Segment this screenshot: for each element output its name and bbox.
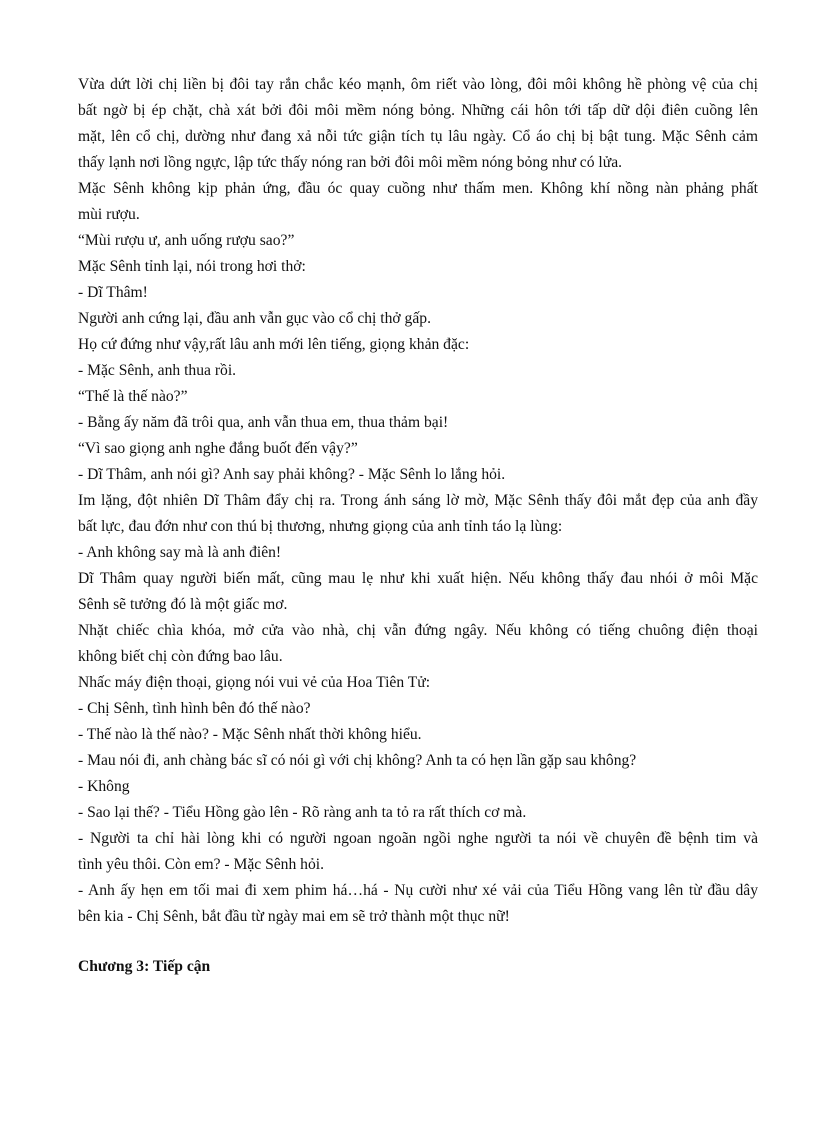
paragraph [78, 800, 758, 826]
text-line: “Thế là thế nào?” [78, 388, 188, 405]
paragraph [78, 488, 758, 540]
paragraph [78, 436, 758, 462]
text-line: Nhấc máy điện thoại, giọng nói vui vẻ của Hoa Tiên Tử: [78, 674, 431, 691]
paragraph [78, 540, 758, 566]
text-line: Dĩ Thâm quay người biến mất, cũng mau lẹ như khi xuất hiện. Nếu không thấy đau nhói ở môi Mặc [78, 570, 758, 587]
text-line: mùi rượu. [78, 206, 140, 223]
text-line: - Dĩ Thâm! [78, 284, 148, 301]
paragraph [78, 774, 758, 800]
text-line: - Anh không say mà là anh điên! [78, 544, 282, 561]
paragraph [78, 878, 758, 930]
text-line: Họ cứ đứng như vậy,rất lâu anh mới lên tiếng, giọng khản đặc: [78, 336, 470, 353]
text-line: bất lực, đau đớn như con thú bị thương, nhưng giọng của anh tỉnh táo lạ lùng: [78, 518, 563, 535]
text-line: Im lặng, đột nhiên Dĩ Thâm đẩy chị ra. Trong ánh sáng lờ mờ, Mặc Sênh thấy đôi mắt đẹp của anh đầy [78, 492, 758, 509]
text-line: “Mùi rượu ư, anh uống rượu sao?” [78, 232, 295, 249]
paragraph [78, 384, 758, 410]
paragraph [78, 228, 758, 254]
text-line: tình yêu thôi. Còn em? - Mặc Sênh hỏi. [78, 856, 324, 873]
text-line: - Anh ấy hẹn em tối mai đi xem phim há…há - Nụ cười như xé vải của Tiểu Hồng vang lên từ đầu dây [78, 882, 758, 899]
text-line: - Mau nói đi, anh chàng bác sĩ có nói gì với chị không? Anh ta có hẹn lần gặp sau không? [78, 752, 637, 769]
paragraph [78, 722, 758, 748]
text-line: “Vì sao giọng anh nghe đắng buốt đến vậy?” [78, 440, 358, 457]
text-line: Mặc Sênh không kịp phản ứng, đầu óc quay cuồng như thấm men. Không khí nồng nàn phảng phất [78, 180, 758, 197]
paragraph [78, 306, 758, 332]
text-line: - Sao lại thế? - Tiểu Hồng gào lên - Rõ ràng anh ta tỏ ra rất thích cơ mà. [78, 804, 527, 821]
text-line: - Dĩ Thâm, anh nói gì? Anh say phải không? - Mặc Sênh lo lắng hỏi. [78, 466, 506, 483]
text-line: - Bằng ấy năm đã trôi qua, anh vẫn thua em, thua thảm bại! [78, 414, 449, 431]
paragraph [78, 176, 758, 228]
paragraph [78, 748, 758, 774]
paragraph [78, 826, 758, 878]
paragraph [78, 72, 758, 176]
paragraph [78, 462, 758, 488]
text-line: thấy lạnh nơi lồng ngực, lập tức thấy nóng ran bởi đôi môi mềm nóng bỏng như có lửa. [78, 154, 623, 171]
paragraph [78, 566, 758, 618]
text-line: Nhặt chiếc chìa khóa, mở cửa vào nhà, chị vẫn đứng ngây. Nếu không có tiếng chuông điện thoại [78, 622, 758, 639]
chapter-heading: Chương 3: Tiếp cận [78, 958, 211, 975]
text-line: Vừa dứt lời chị liền bị đôi tay rắn chắc kéo mạnh, ôm riết vào lòng, đôi môi không hề phòng vệ của chị [78, 76, 758, 93]
text-line: - Người ta chỉ hài lòng khi có người ngoan ngoãn ngồi nghe người ta nói về chuyên đề bệnh tim và [78, 830, 758, 847]
paragraph [78, 696, 758, 722]
text-line: - Không [78, 778, 130, 795]
paragraph [78, 358, 758, 384]
document-body [78, 72, 758, 980]
paragraph [78, 254, 758, 280]
text-line: bất ngờ bị ép chặt, chà xát bởi đôi môi mềm nóng bỏng. Những cái hôn tới tấp dữ dội điên cuồng lên [78, 102, 758, 119]
text-line: - Thế nào là thế nào? - Mặc Sênh nhất thời không hiểu. [78, 726, 422, 743]
text-line: - Mặc Sênh, anh thua rồi. [78, 362, 237, 379]
text-line: Mặc Sênh tỉnh lại, nói trong hơi thở: [78, 258, 306, 275]
text-line: Sênh sẽ tưởng đó là một giấc mơ. [78, 596, 288, 613]
paragraph [78, 618, 758, 670]
paragraph [78, 670, 758, 696]
paragraph [78, 332, 758, 358]
text-line: không biết chị còn đứng bao lâu. [78, 648, 283, 665]
paragraph [78, 280, 758, 306]
paragraph [78, 410, 758, 436]
text-line: bên kia - Chị Sênh, bắt đầu từ ngày mai em sẽ trở thành một thục nữ! [78, 908, 510, 925]
text-line: - Chị Sênh, tình hình bên đó thế nào? [78, 700, 311, 717]
text-line: mặt, lên cổ chị, dường như đang xả nỗi tức giận tích tụ lâu ngày. Cổ áo chị bị bật tung. Mặc Sênh cảm [78, 128, 758, 145]
text-line: Người anh cứng lại, đầu anh vẫn gục vào cổ chị thở gấp. [78, 310, 431, 327]
